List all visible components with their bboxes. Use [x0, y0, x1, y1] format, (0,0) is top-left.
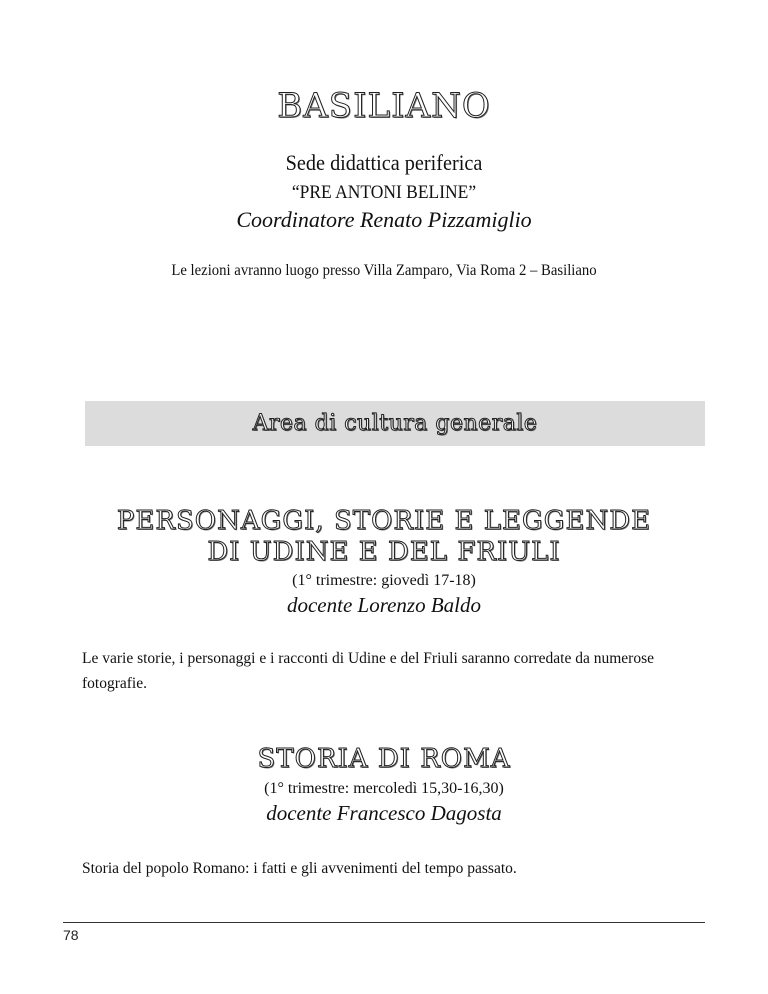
coordinator: Coordinatore Renato Pizzamiglio [236, 207, 532, 232]
location-note: Le lezioni avranno luogo presso Villa Zamparo, Via Roma 2 – Basiliano [171, 262, 597, 279]
site-name: “PRE ANTONI BELINE” [291, 182, 477, 203]
area-title: Area di cultura generale [252, 411, 538, 436]
course-title: PERSONAGGI, STORIE E LEGGENDE [116, 506, 652, 536]
page-title: BASILIANO [277, 86, 491, 126]
course-schedule: (1° trimestre: mercoledì 15,30-16,30) [264, 780, 504, 797]
page-number: 78 [63, 927, 79, 943]
course-title: STORIA DI ROMA [257, 744, 511, 774]
course-description: Storia del popolo Romano: i fatti e gli avvenimenti del tempo passato. [82, 860, 517, 877]
footer-divider [63, 922, 705, 923]
subtitle: Sede didattica periferica [285, 150, 483, 175]
course-schedule: (1° trimestre: giovedì 17-18) [292, 572, 476, 589]
area-banner [85, 401, 705, 446]
course-description: Le varie storie, i personaggi e i racconti di Udine e del Friuli saranno corredate da numerose fotografie. [82, 650, 654, 692]
course-title: DI UDINE E DEL FRIULI [207, 537, 561, 567]
course-teacher: docente Lorenzo Baldo [286, 593, 482, 617]
course-teacher: docente Francesco Dagosta [266, 801, 502, 825]
